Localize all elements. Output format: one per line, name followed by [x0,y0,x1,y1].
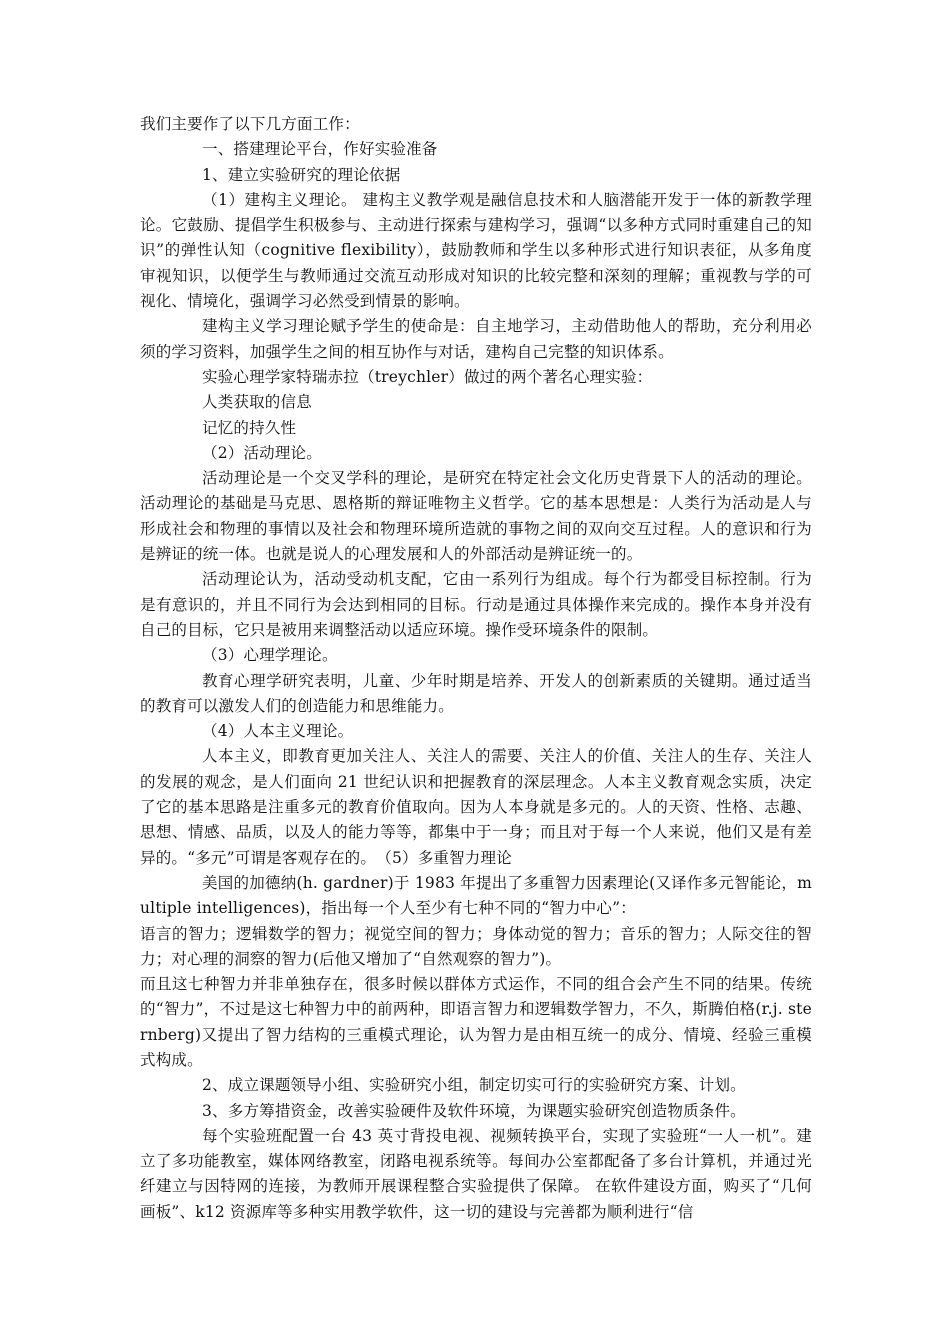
paragraph-educational-psychology: 教育心理学研究表明，儿童、少年时期是培养、开发人的创新素质的关键期。通过适当的教育可以激发人们的创造能力和思维能力。 [140,671,812,715]
heading-section-1: 一、搭建理论平台，作好实验准备 [202,140,438,159]
heading-activity-theory: （2）活动理论。 [202,443,322,462]
document-body [140,112,812,1225]
paragraph-memory-retention: 记忆的持久性 [202,418,297,437]
paragraph-leadership-group: 2、成立课题领导小组、实验研究小组，制定切实可行的实验研究方案、计划。 [202,1076,746,1095]
paragraph-intelligence-combination: 而且这七种智力并非单独存在，很多时候以群体方式运作，不同的组合会产生不同的结果。传统的“智力”，不过是这七种智力中的前两种，即语言智力和逻辑数学智力，不久，斯腾伯格(r.j. sternberg)又提出了智力结构的三重模式理论，认为智力是由相互统一的成分、情境、经验三重模式构成。 [140,975,812,1069]
paragraph-activity-motivation: 活动理论认为，活动受动机支配，它由一系列行为组成。每个行为都受目标控制。行为是有意识的，并且不同行为会达到相同的目标。行动是通过具体操作来完成的。操作本身并没有自己的目标，它只是被用来调整活动以适应环境。操作受环境条件的限制。 [140,570,812,639]
paragraph-equipment: 每个实验班配置一台 43 英寸背投电视、视频转换平台，实现了实验班“一人一机”。建立了多功能教室，媒体网络教室，闭路电视系统等。每间办公室都配备了多台计算机，并通过光纤建立与因特网的连接，为教师开展课程整合实验提供了保障。 在软件建设方面，购买了“几何画板”、k12 资源库等多种实用教学软件，这一切的建设与完善都为顺利进行“信 [140,1126,812,1221]
paragraph-info-acquisition: 人类获取的信息 [202,393,312,412]
heading-humanism-theory: （4）人本主义理论。 [202,722,354,741]
paragraph-gardner: 美国的加德纳(h. gardner)于 1983 年提出了多重智力因素理论(又译作多元智能论，multiple intelligences)，指出每一个人至少有七种不同的“智力中心”： [140,873,812,918]
paragraph-funding: 3、多方筹措资金，改善实验硬件及软件环境，为课题实验研究创造物质条件。 [202,1101,746,1120]
paragraph-intro: 我们主要作了以下几方面工作： [140,115,360,133]
paragraph-treychler: 实验心理学家特瑞赤拉（treychler）做过的两个著名心理实验： [202,367,653,386]
paragraph-activity-theory: 活动理论是一个交叉学科的理论，是研究在特定社会文化历史背景下人的活动的理论。活动理论的基础是马克思、恩格斯的辩证唯物主义哲学。它的基本思想是：人类行为活动是人与形成社会和物理的事情以及社会和物理环境所造就的事物之间的双向交互过程。人的意识和行为是辨证的统一体。也就是说人的心理发展和人的外部活动是辨证统一的。 [140,469,812,564]
paragraph-constructivism: （1）建构主义理论。 建构主义教学观是融信息技术和人脑潜能开发于一体的新教学理论。它鼓励、提倡学生积极参与、主动进行探索与建构学习，强调“以多种方式同时重建自己的知识”的弹性认知（cognitive flexibility），鼓励教师和学生以多种形式进行知识表征，从多角度审视知识，以便学生与教师通过交流互动形成对知识的比较完整和深刻的理解；重视教与学的可视化、情境化，强调学习必然受到情景的影响。 [140,190,812,311]
paragraph-constructivism-mission: 建构主义学习理论赋予学生的使命是：自主地学习，主动借助他人的帮助，充分利用必须的学习资料，加强学生之间的相互协作与对话，建构自己完整的知识体系。 [140,317,812,361]
paragraph-humanism: 人本主义，即教育更加关注人、关注人的需要、关注人的价值、关注人的生存、关注人的发展的观念，是人们面向 21 世纪认识和把握教育的深层理念。人本主义教育观念实质，决定了它的基本思路是注重多元的教育价值取向。因为人本身就是多元的。人的天资、性格、志趣、思想、情感、品质，以及人的能力等等，都集中于一身；而且对于每一个人来说，他们又是有差异的。“多元”可谓是客观存在的。 （5）多重智力理论 [140,747,812,867]
heading-psychology-theory: （3）心理学理论。 [202,646,338,665]
paragraph-intelligence-list: 语言的智力；逻辑数学的智力；视觉空间的智力；身体动觉的智力；音乐的智力；人际交往的智力；对心理的洞察的智力(后他又增加了“自然观察的智力”)。 [140,924,812,968]
heading-subsection-1: 1、建立实验研究的理论依据 [202,165,401,184]
